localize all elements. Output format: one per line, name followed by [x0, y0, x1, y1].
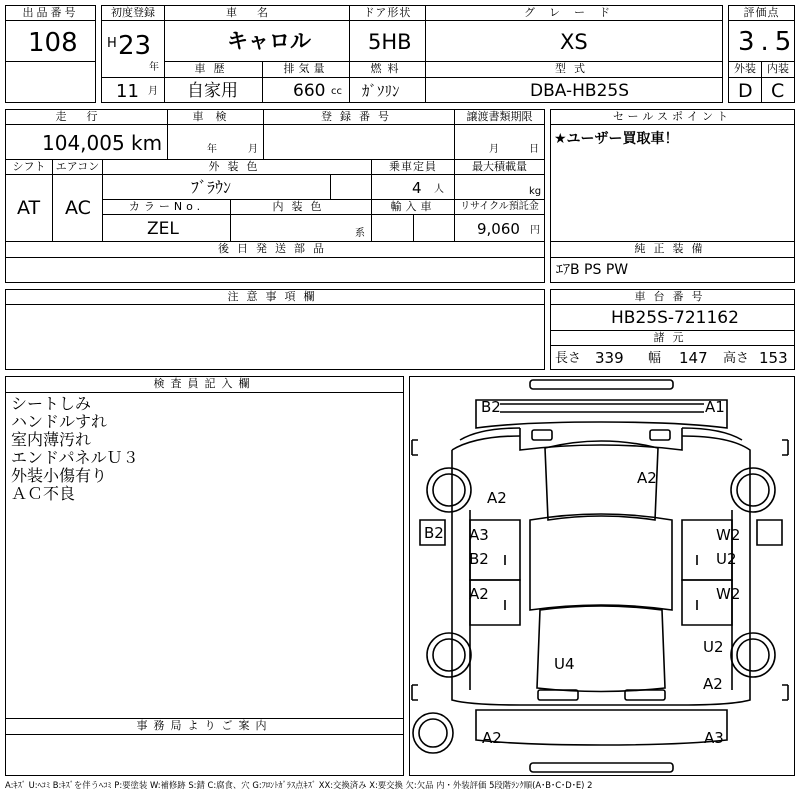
exterior-label: 外装: [734, 62, 756, 75]
color-no-label: カラーNo.: [128, 200, 205, 213]
fuel: ｶﾞｿﾘﾝ: [362, 82, 400, 100]
door-label: ドア形状: [363, 6, 412, 19]
era: H: [107, 36, 117, 51]
damage-mark: U4: [554, 655, 575, 673]
insp-month-unit: 月: [248, 144, 258, 155]
grade: XS: [560, 30, 588, 54]
shift: AT: [17, 197, 41, 219]
displacement: 660: [293, 81, 326, 101]
capacity-unit: 人: [434, 184, 444, 195]
legend: A:ｷｽﾞ U:ﾍｺﾐ B:ｷｽﾞを伴うﾍｺﾐ P:要塗装 W:補修跡 S:錆 C:腐食、穴 G:ﾌﾛﾝﾄｶﾞﾗｽ点ｷｽﾞ XX:交換済み X:要交換 欠:欠品 内・外装評価 5段階ﾗﾝｸ順(A･B･C･D･E) 2: [5, 780, 593, 790]
inspector-note: エンドパネルＵ３: [11, 448, 139, 467]
damage-mark: U2: [703, 638, 724, 656]
recycle: 9,060: [477, 220, 520, 238]
first-reg-label: 初度登録: [111, 6, 155, 19]
damage-mark: A2: [487, 489, 507, 507]
interior-label: 内装: [767, 62, 789, 75]
damage-mark: B2: [424, 524, 444, 542]
ext-color-label: 外装色: [208, 160, 266, 173]
damage-mark: B2: [469, 550, 489, 568]
transfer-day-unit: 日: [529, 144, 539, 155]
damage-mark: W2: [716, 585, 741, 603]
transfer-label: 譲渡書類期限: [466, 110, 533, 123]
car-name-label: 車名: [226, 6, 288, 19]
transfer-month-unit: 月: [489, 144, 499, 155]
score: 3.5: [738, 27, 798, 57]
load-label: 最大積載量: [472, 160, 527, 173]
specs-label: 諸元: [653, 331, 692, 344]
damage-mark: A2: [637, 469, 657, 487]
equipment-label: 純正装備: [634, 242, 711, 255]
capacity: 4: [412, 179, 422, 197]
inspector-label: 検査員記入欄: [153, 377, 256, 390]
month-unit: 月: [148, 86, 158, 97]
damage-mark: A3: [704, 729, 724, 747]
width: 147: [679, 349, 708, 367]
model: DBA-HB25S: [530, 81, 630, 101]
int-color-label: 内装色: [272, 200, 330, 213]
exterior-grade: D: [738, 80, 753, 102]
int-color-unit: 系: [355, 228, 365, 239]
height: 153: [759, 349, 788, 367]
notes-label: 注意事項欄: [227, 290, 323, 303]
damage-mark: A2: [703, 675, 723, 693]
damage-mark: U2: [716, 550, 737, 568]
inspector-note: ハンドルすれ: [11, 412, 108, 431]
later-parts-label: 後日発送部品: [218, 242, 332, 255]
mileage: 104,005: [42, 131, 125, 155]
ac-label: エアコン: [55, 160, 100, 173]
model-label: 型式: [555, 62, 593, 75]
width-label: 幅: [648, 351, 662, 366]
mileage-label: 走行: [55, 110, 118, 123]
damage-mark: B2: [481, 398, 501, 416]
interior-grade: C: [771, 80, 785, 102]
year-unit: 年: [149, 62, 159, 73]
inspector-note: シートしみ: [11, 394, 92, 413]
damage-mark: W2: [716, 526, 741, 544]
length-label: 長さ: [555, 351, 582, 366]
score-label: 評価点: [743, 6, 780, 19]
recycle-unit: 円: [530, 225, 540, 236]
displacement-unit: cc: [331, 86, 342, 97]
import-label: 輸入車: [390, 200, 436, 213]
recycle-label: リサイクル預託金: [460, 201, 539, 212]
office-label: 事務局よりご案内: [136, 719, 273, 732]
ac: AC: [65, 197, 91, 219]
lot-no: 108: [28, 28, 78, 58]
reg-month: 11: [116, 81, 139, 102]
chassis-label: 車台番号: [634, 290, 711, 303]
length: 339: [595, 349, 624, 367]
load-unit: kg: [529, 186, 542, 197]
damage-mark: A3: [469, 526, 489, 544]
sales-text: ★ユーザー買取車！: [554, 131, 679, 147]
inspector-note: 外装小傷有り: [11, 466, 108, 485]
reg-no-label: 登録番号: [321, 110, 397, 123]
door-type: 5HB: [368, 30, 412, 54]
insp-year-unit: 年: [207, 144, 217, 155]
shift-label: シフト: [12, 160, 46, 173]
reg-year: 23: [118, 31, 152, 61]
inspector-note: ＡＣ不良: [11, 484, 76, 503]
damage-mark: A1: [705, 398, 725, 416]
ext-color: ﾌﾞﾗｳﾝ: [191, 178, 232, 197]
chassis-no: HB25S-721162: [611, 308, 739, 328]
sales-label: セールスポイント: [612, 110, 732, 123]
damage-mark: A2: [482, 729, 502, 747]
color-no: ZEL: [147, 219, 179, 239]
history-label: 車歴: [194, 62, 233, 75]
height-label: 高さ: [723, 351, 750, 366]
fuel-label: 燃料: [370, 62, 405, 75]
lot-no-label: 出品番号: [22, 6, 79, 19]
mileage-unit: km: [131, 131, 163, 155]
history: 自家用: [187, 81, 238, 101]
car-name: キャロル: [227, 29, 311, 53]
inspection-label: 車検: [192, 110, 239, 123]
grade-label: グレード: [524, 6, 624, 19]
capacity-label: 乗車定員: [389, 160, 437, 173]
equipment: ｴｱB PS PW: [556, 262, 629, 278]
displacement-label: 排気量: [283, 62, 329, 75]
damage-mark: A2: [469, 585, 489, 603]
inspector-note: 室内薄汚れ: [11, 430, 92, 449]
